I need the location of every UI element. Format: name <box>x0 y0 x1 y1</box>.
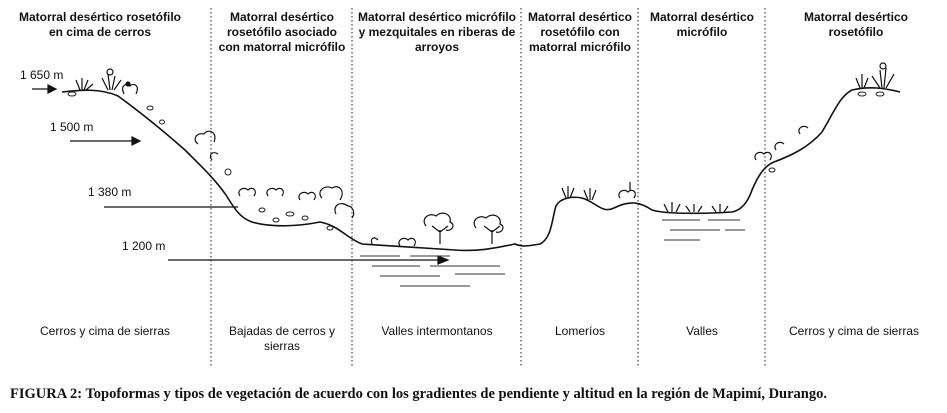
altitude-arrow-1650 <box>32 85 56 93</box>
zone-title-2: Matorral desértico rosetófilo asociado con matorral micrófilo <box>218 10 346 54</box>
rocks <box>68 92 884 230</box>
shrub <box>320 187 354 218</box>
altitude-arrow-1200 <box>168 256 448 264</box>
zone-title-6: Matorral desértico rosetófilo <box>803 10 909 39</box>
shrub <box>195 131 215 144</box>
altitude-label-1500: 1 500 m <box>50 120 94 134</box>
figure-caption: FIGURA 2: Topoformas y tipos de vegetación de acuerdo con los gradientes de pendiente y altitud en la región de Mapimí, Durango. <box>10 386 827 402</box>
ground-strata <box>360 220 745 286</box>
rosette-plant <box>584 188 596 200</box>
landform-label-4: Lomeríos <box>554 324 606 338</box>
shrub <box>267 188 283 196</box>
rosette-plant <box>102 69 121 90</box>
shrub <box>664 202 728 212</box>
shrub <box>299 192 315 200</box>
altitude-label-1650: 1 650 m <box>20 68 64 82</box>
altitude-arrow-1500 <box>70 137 140 145</box>
mesquite-tree <box>474 215 503 244</box>
landform-label-5: Valles <box>686 324 718 338</box>
zone-title-5: Matorral desértico micrófilo <box>649 10 755 39</box>
mesquite-tree <box>424 213 453 244</box>
rosette-plant <box>76 78 93 90</box>
landform-label-6: Cerros y cima de sierras <box>788 324 920 338</box>
landform-label-1: Cerros y cima de sierras <box>39 324 171 338</box>
landform-label-3: Valles intermontanos <box>381 324 493 338</box>
landform-label-2: Bajadas de cerros y sierras <box>228 324 336 353</box>
shrub <box>239 188 255 196</box>
zone-title-3: Matorral desértico micrófilo y mezquitales en riberas de arroyos <box>357 10 517 54</box>
shrub <box>755 126 808 160</box>
vegetation <box>76 63 894 246</box>
zone-title-4: Matorral desértico rosetófilo con matorral micrófilo <box>527 10 633 54</box>
shrub <box>210 153 218 160</box>
altitude-label-1380: 1 380 m <box>88 185 132 199</box>
rosette-plant <box>856 74 868 88</box>
zone-title-1: Matorral desértico rosetófilo en cima de cerros <box>18 10 182 39</box>
shrub <box>619 182 635 198</box>
shrub <box>123 82 138 94</box>
rosette-plant <box>872 63 894 88</box>
rosette-plant <box>562 186 574 198</box>
altitude-label-1200: 1 200 m <box>122 239 166 253</box>
